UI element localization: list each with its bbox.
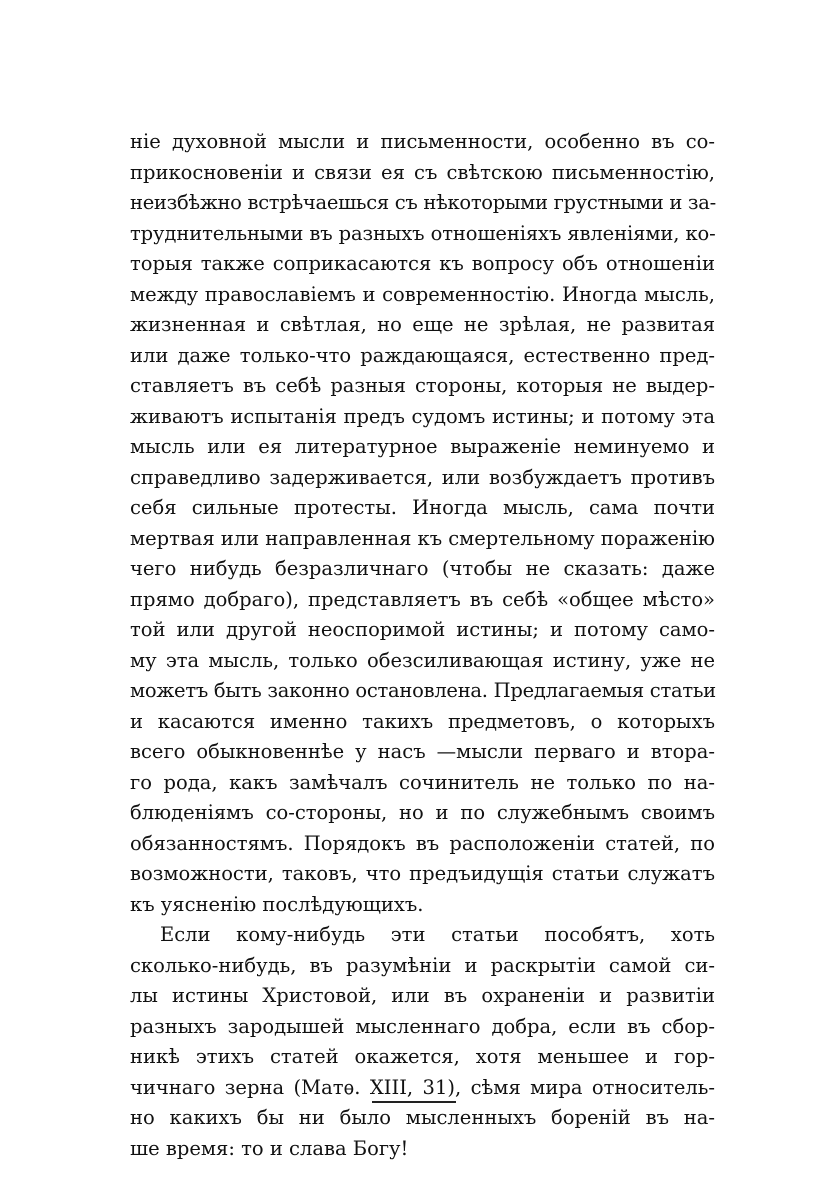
text-line: къ уясненію послѣдующихъ. [130, 892, 424, 916]
text-line: живаютъ испытанія предъ судомъ истины; и потому эта [130, 404, 715, 428]
page-text [130, 127, 715, 1164]
text-line: го рода, какъ замѣчалъ сочинитель не только по на- [130, 770, 715, 794]
text-line: возможности, таковъ, что предъидущія статьи служатъ [130, 862, 715, 885]
text-line: можетъ быть законно остановлена. Предлагаемыя статьи [130, 679, 716, 702]
paragraph-2 [130, 920, 715, 1164]
text-line: разныхъ зародышей мысленнаго добра, если въ сбор- [130, 1014, 715, 1038]
text-line: чего нибудь безразличнаго (чтобы не сказать: даже [130, 557, 715, 580]
text-line: мертвая или направленная къ смертельному пораженію [130, 526, 715, 550]
text-line: ніе духовной мысли и письменности, особенно въ со- [130, 130, 715, 153]
text-line: или даже только-что раждающаяся, естественно пред- [130, 343, 715, 367]
text-line: всего обыкновеннѣе у насъ —мысли перваго и втора- [130, 740, 715, 763]
text-line: себя сильные протесты. Иногда мысль, сама почти [130, 496, 715, 519]
text-line: неизбѣжно встрѣчаешься съ нѣкоторыми грустными и за- [130, 191, 716, 214]
text-line: труднительными въ разныхъ отношеніяхъ явленіями, ко- [130, 221, 716, 245]
text-line: Если кому-нибудь эти статьи пособятъ, хоть [160, 923, 715, 946]
text-line: прикосновеніи и связи ея съ свѣтскою письменностію, [130, 160, 715, 184]
text-line: торыя также соприкасаются къ вопросу объ отношеніи [130, 252, 715, 275]
text-line: обязанностямъ. Порядокъ въ расположеніи статей, по [130, 831, 715, 855]
text-line: но какихъ бы ни было мысленныхъ бореній въ на- [130, 1106, 715, 1129]
text-line: между православіемъ и современностію. Иногда мысль, [130, 282, 715, 306]
text-line: лы истины Христовой, или въ охраненіи и развитіи [130, 984, 715, 1007]
paragraph-1 [130, 127, 715, 920]
text-line: прямо добраго), представляетъ въ себѣ «общее мѣсто» [130, 587, 715, 611]
text-line: справедливо задерживается, или возбуждаетъ противъ [130, 465, 715, 489]
text-line: жизненная и свѣтлая, но еще не зрѣлая, не развитая [130, 313, 715, 336]
text-line: и касаются именно такихъ предметовъ, о которыхъ [130, 709, 715, 733]
text-line: сколько-нибудь, въ разумѣніи и раскрытіи самой си- [130, 953, 715, 977]
text-line: му эта мысль, только обезсиливающая истину, уже не [130, 648, 715, 672]
text-line: чичнаго зерна (Матѳ. XIII, 31), сѣмя мира относитель- [130, 1075, 715, 1099]
text-line: мысль или ея литературное выраженіе неминуемо и [130, 435, 715, 458]
text-line: ставляетъ въ себѣ разныя стороны, которыя не выдер- [130, 374, 715, 397]
text-line: ше время: то и слава Богу! [130, 1136, 409, 1160]
text-line: блюденіямъ со-стороны, но и по служебнымъ своимъ [130, 801, 715, 824]
section-divider [372, 1101, 456, 1103]
text-line: никѣ этихъ статей окажется, хотя меньшее и гор- [130, 1045, 715, 1068]
text-line: той или другой неоспоримой истины; и потому само- [130, 618, 715, 641]
